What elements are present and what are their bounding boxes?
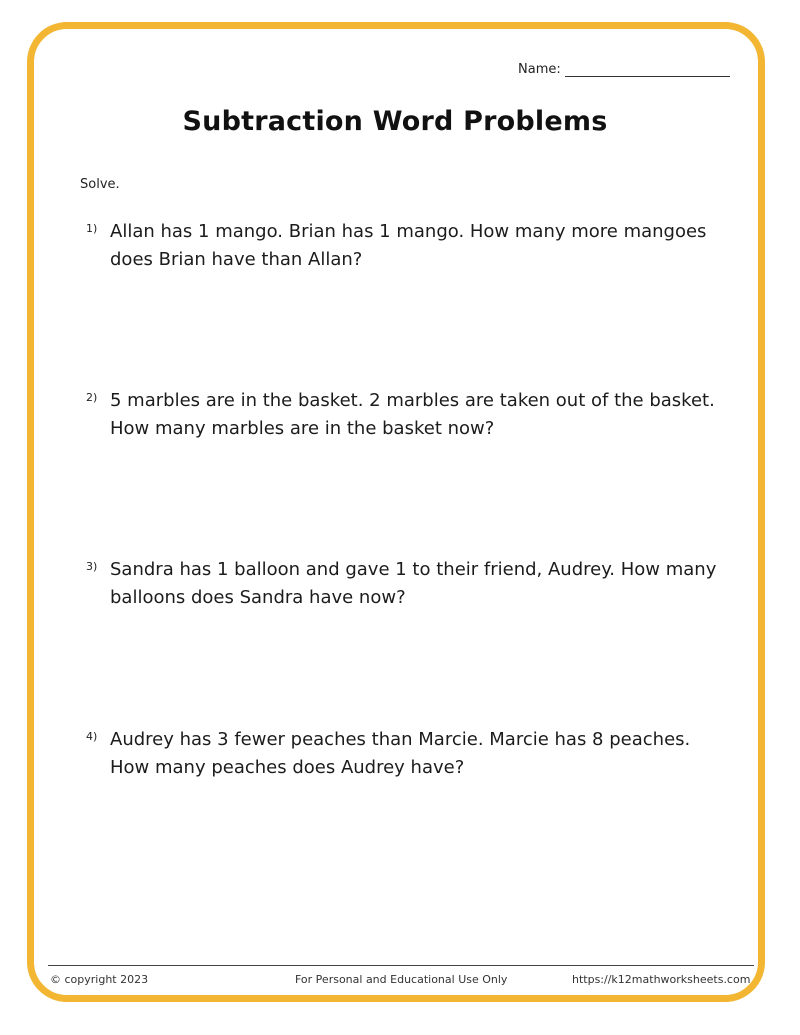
footer-usage: For Personal and Educational Use Only	[295, 973, 508, 986]
footer-divider	[48, 965, 754, 966]
worksheet-title: Subtraction Word Problems	[182, 106, 608, 137]
problem-text: Audrey has 3 fewer peaches than Marcie. Marcie has 8 peaches. How many peaches does Audrey have?	[110, 729, 691, 778]
footer-copyright: © copyright 2023	[50, 973, 149, 986]
problem-number: 1)	[86, 222, 98, 235]
problem-2	[86, 387, 726, 443]
problem-number: 3)	[86, 560, 98, 573]
problem-3	[86, 556, 726, 612]
footer-url[interactable]: https://k12mathworksheets.com	[572, 973, 751, 986]
name-blank-line[interactable]	[565, 62, 730, 77]
problem-4	[86, 726, 726, 782]
problem-text: 5 marbles are in the basket. 2 marbles are taken out of the basket. How many marbles are in the basket now?	[110, 390, 715, 439]
problem-text: Allan has 1 mango. Brian has 1 mango. How many more mangoes does Brian have than Allan?	[110, 221, 707, 270]
problem-number: 4)	[86, 730, 98, 743]
instruction-text: Solve.	[80, 177, 120, 192]
page-border	[27, 22, 765, 1002]
problem-1	[86, 218, 726, 274]
problem-text: Sandra has 1 balloon and gave 1 to their friend, Audrey. How many balloons does Sandra have now?	[110, 559, 717, 608]
problem-number: 2)	[86, 391, 98, 404]
name-field	[518, 62, 730, 77]
name-label: Name:	[518, 62, 561, 77]
